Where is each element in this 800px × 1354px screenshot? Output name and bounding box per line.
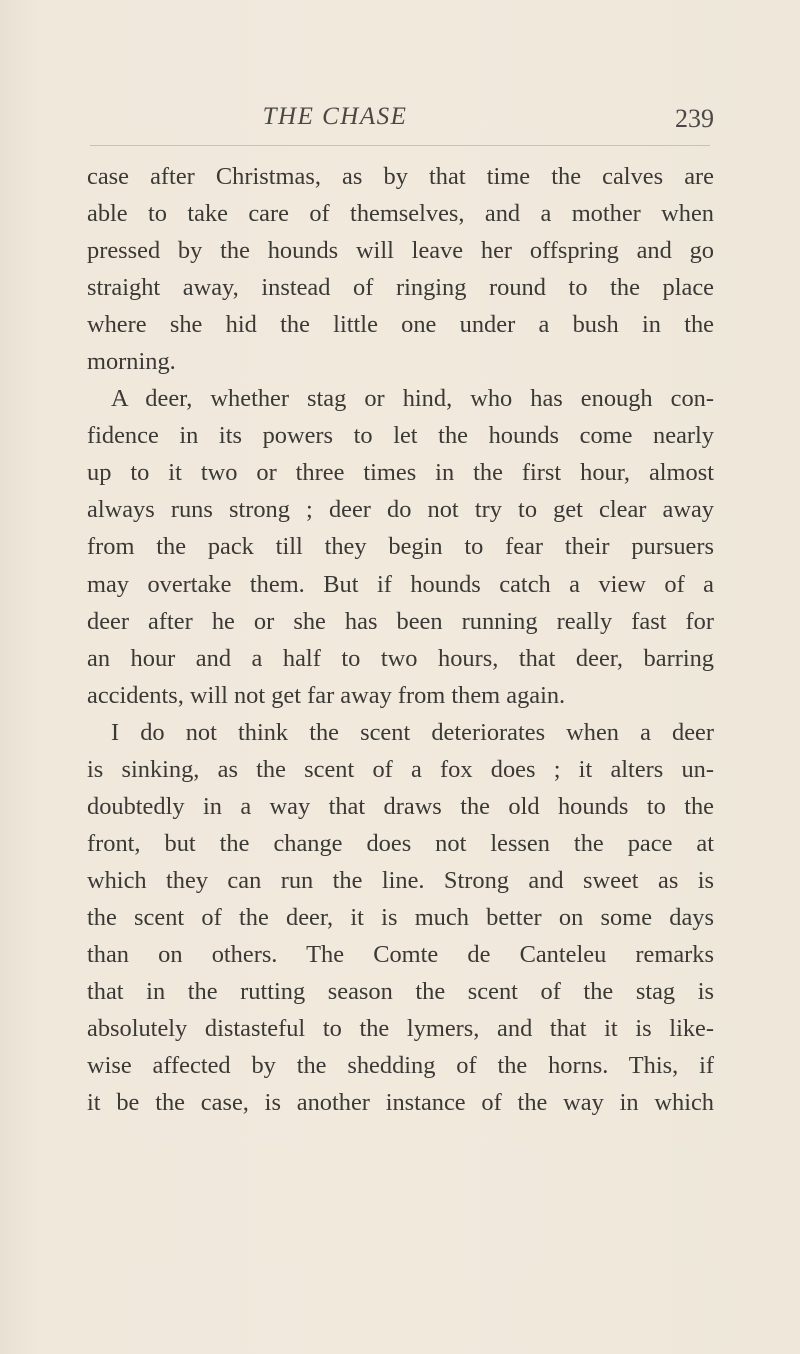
text-line: absolutely distasteful to the lymers, and that it is like- xyxy=(87,1015,714,1043)
page-header xyxy=(0,103,800,143)
page-number: 239 xyxy=(675,104,714,133)
text-line: pressed by the hounds will leave her offspring and go xyxy=(87,237,714,265)
text-line: from the pack till they begin to fear their pursuers xyxy=(87,533,714,561)
text-line: may overtake them. But if hounds catch a view of a xyxy=(87,570,714,598)
text-line: than on others. The Comte de Canteleu remarks xyxy=(87,940,714,968)
text-line: always runs strong ; deer do not try to get clear away xyxy=(87,496,714,524)
text-line: is sinking, as the scent of a fox does ; it alters un- xyxy=(87,755,714,783)
text-line: able to take care of themselves, and a mother when xyxy=(87,200,714,228)
text-line: that in the rutting season the scent of the stag is xyxy=(87,978,714,1006)
text-line: A deer, whether stag or hind, who has enough con- xyxy=(111,385,714,413)
running-title: THE CHASE xyxy=(262,103,408,130)
text-line: I do not think the scent deteriorates when a deer xyxy=(111,718,714,746)
body-text xyxy=(87,158,714,1121)
text-line: deer after he or she has been running really fast for xyxy=(87,607,714,635)
text-line: which they can run the line. Strong and sweet as is xyxy=(87,866,714,894)
header-rule xyxy=(90,145,710,146)
text-line: the scent of the deer, it is much better on some days xyxy=(87,903,714,931)
text-line: straight away, instead of ringing round to the place xyxy=(87,274,714,302)
text-line: doubtedly in a way that draws the old hounds to the xyxy=(87,792,714,820)
text-line: morning. xyxy=(87,348,176,376)
text-line: an hour and a half to two hours, that deer, barring xyxy=(87,644,714,672)
text-line: front, but the change does not lessen the pace at xyxy=(87,829,714,857)
text-line: where she hid the little one under a bush in the xyxy=(87,311,714,339)
text-line: it be the case, is another instance of the way in which xyxy=(87,1089,714,1117)
text-line: wise affected by the shedding of the horns. This, if xyxy=(87,1052,714,1080)
text-line: accidents, will not get far away from them again. xyxy=(87,681,566,709)
text-line: up to it two or three times in the first hour, almost xyxy=(87,459,714,487)
text-line: fidence in its powers to let the hounds come nearly xyxy=(87,422,714,450)
text-line: case after Christmas, as by that time the calves are xyxy=(87,163,714,190)
